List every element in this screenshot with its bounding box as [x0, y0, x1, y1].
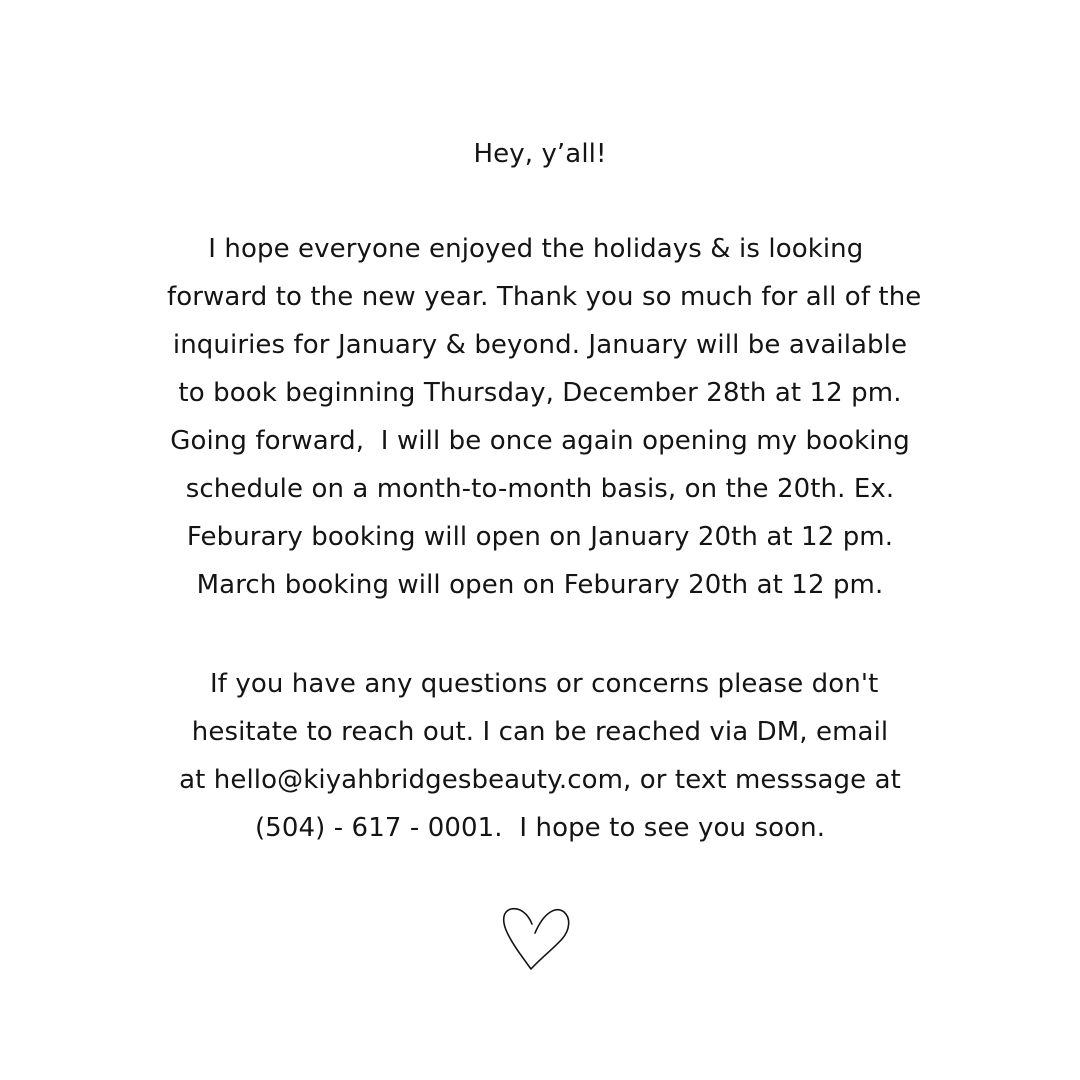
paragraph-1-line-4: to book beginning Thursday, December 28th at 12 pm. — [178, 378, 902, 408]
paragraph-2-line-3: at hello@kiyahbridgesbeauty.com, or text messsage at — [179, 765, 901, 795]
paragraph-1-line-2: forward to the new year. Thank you so much for all of the — [158, 282, 922, 312]
paragraph-1-line-7: Feburary booking will open on January 20th at 12 pm. — [186, 522, 894, 552]
greeting: Hey, y’all! — [473, 139, 607, 169]
heart-outline-icon — [498, 902, 574, 974]
paragraph-2-line-2: hesitate to reach out. I can be reached via DM, email — [191, 717, 889, 747]
paragraph-1-line-8: March booking will open on Feburary 20th at 12 pm. — [196, 570, 884, 600]
paragraph-1-line-5: Going forward, I will be once again opening my booking — [170, 426, 910, 456]
paragraph-1-line-1: I hope everyone enjoyed the holidays & is looking — [208, 234, 872, 264]
paragraph-1-line-3: inquiries for January & beyond. January will be available — [172, 330, 908, 360]
paragraph-1-line-6: schedule on a month-to-month basis, on the 20th. Ex. — [185, 474, 895, 504]
paragraph-2-line-1: If you have any questions or concerns please don't — [201, 669, 879, 699]
paragraph-2-line-4: (504) - 617 - 0001. I hope to see you soon. — [254, 813, 826, 843]
